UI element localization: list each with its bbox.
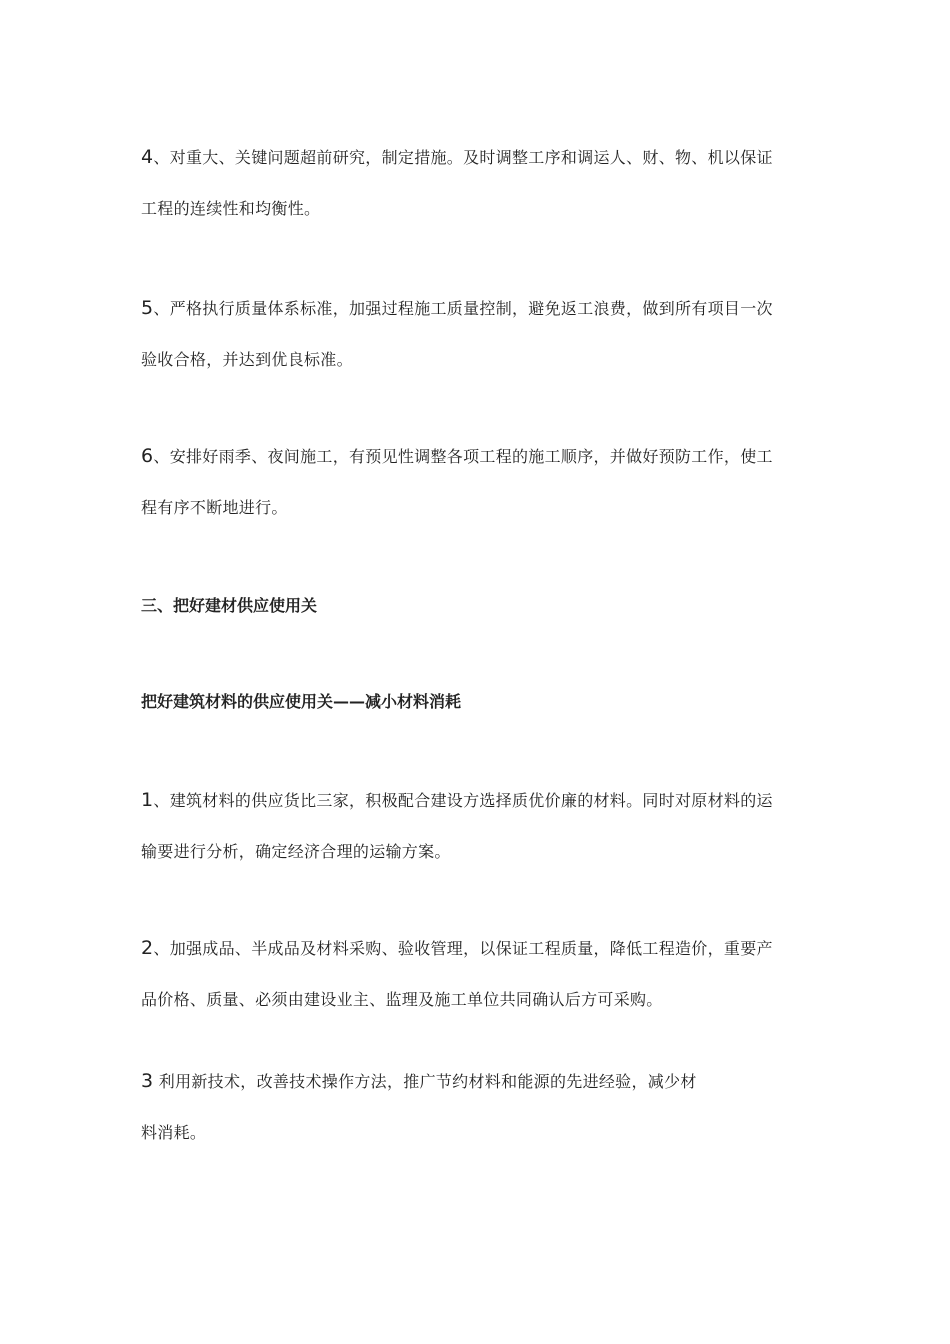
item-number: 6 <box>141 445 154 467</box>
paragraph-line: 输要进行分析，确定经济合理的运输方案。 <box>141 842 451 861</box>
paragraph-text: 、对重大、关键问题超前研究，制定措施。及时调整工序和调运人、财、物、机以保证 <box>153 148 773 167</box>
paragraph-line <box>141 1056 803 1107</box>
item-number: 2 <box>141 937 154 959</box>
paragraph-line: 料消耗。 <box>141 1123 207 1142</box>
paragraph-line <box>141 775 803 826</box>
list-item-3 <box>141 1056 803 1158</box>
item-number: 3 <box>141 1070 154 1092</box>
paragraph-line <box>141 283 803 334</box>
list-item-2 <box>141 923 803 1025</box>
section-heading: 三、把好建材供应使用关 <box>141 596 318 615</box>
paragraph-line: 程有序不断地进行。 <box>141 498 288 517</box>
list-item-6 <box>141 431 803 533</box>
list-item-5 <box>141 283 803 385</box>
item-number: 5 <box>141 297 154 319</box>
paragraph-text: 、加强成品、半成品及材料采购、验收管理，以保证工程质量，降低工程造价，重要产 <box>153 939 773 958</box>
paragraph-text: 、严格执行质量体系标准，加强过程施工质量控制，避免返工浪费，做到所有项目一次 <box>153 299 773 318</box>
paragraph-line: 验收合格，并达到优良标准。 <box>141 350 353 369</box>
sub-heading: 把好建筑材料的供应使用关——减小材料消耗 <box>141 692 462 711</box>
item-number: 1 <box>141 789 154 811</box>
paragraph-text: 、建筑材料的供应货比三家，积极配合建设方选择质优价廉的材料。同时对原材料的运 <box>153 791 773 810</box>
paragraph-line: 工程的连续性和均衡性。 <box>141 199 321 218</box>
paragraph-line <box>141 923 803 974</box>
paragraph-line: 品价格、质量、必须由建设业主、监理及施工单位共同确认后方可采购。 <box>141 990 663 1009</box>
list-item-4 <box>141 132 803 234</box>
list-item-1 <box>141 775 803 877</box>
paragraph-line <box>141 132 803 183</box>
paragraph-text: 、安排好雨季、夜间施工，有预见性调整各项工程的施工顺序，并做好预防工作，使工 <box>153 447 773 466</box>
paragraph-text: 利用新技术，改善技术操作方法，推广节约材料和能源的先进经验，减少材 <box>153 1072 697 1091</box>
paragraph-line <box>141 431 803 482</box>
item-number: 4 <box>141 146 154 168</box>
